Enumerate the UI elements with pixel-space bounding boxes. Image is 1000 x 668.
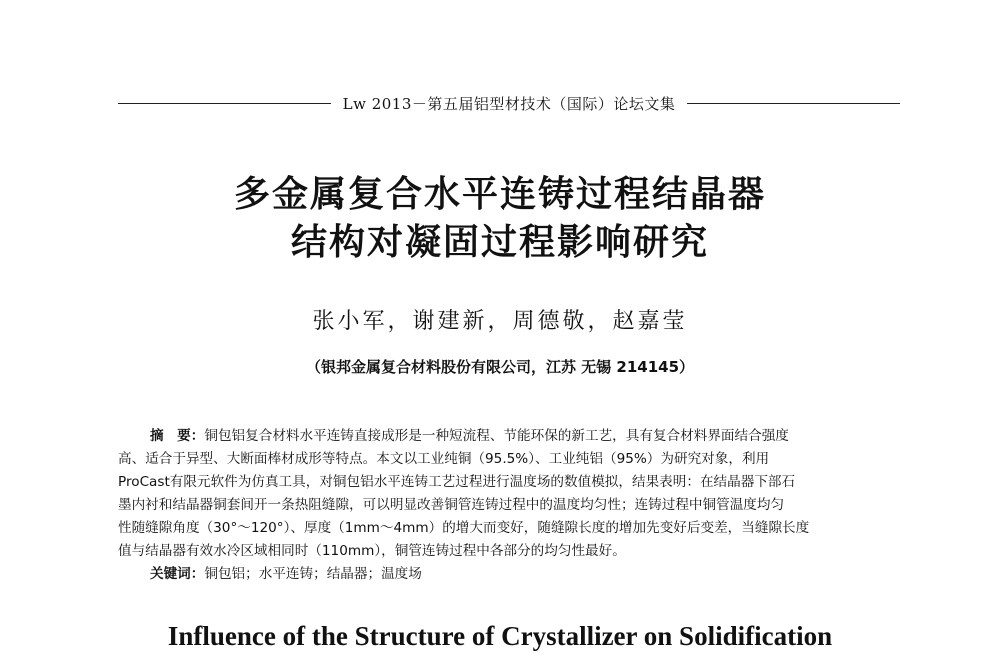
- abstract-line: 值与结晶器有效水冷区域相同时（110mm），铜管连铸过程中各部分的均匀性最好。: [118, 543, 626, 559]
- header-rule-right: [687, 103, 900, 104]
- keywords: [118, 563, 900, 586]
- title-line-1: 多金属复合水平连铸过程结晶器: [233, 173, 766, 215]
- keywords-label: 关键词：: [150, 566, 205, 582]
- abstract-line: 性随缝隙角度（30°～120°）、厚度（1mm～4mm）的增大而变好，随缝隙长度的增加先变好后变差，当缝隙长度: [118, 520, 810, 536]
- affiliation: （银邦金属复合材料股份有限公司，江苏 无锡 214145）: [305, 358, 695, 376]
- title-line-2: 结构对凝固过程影响研究: [290, 221, 709, 263]
- header-rule-left: [118, 103, 331, 104]
- authors: 张小军，谢建新，周德敬，赵嘉莹: [312, 309, 688, 334]
- abstract-line: 墨内衬和结晶器铜套间开一条热阻缝隙，可以明显改善铜管连铸过程中的温度均匀性；连铸过程中铜管温度均匀: [118, 497, 785, 513]
- abstract-line: 高、适合于异型、大断面棒材成形等特点。本文以工业纯铜（95.5%）、工业纯铝（95%）为研究对象，利用: [118, 451, 770, 467]
- abstract: [118, 425, 900, 586]
- abstract-line: ProCast有限元软件为仿真工具，对铜包铝水平连铸工艺过程进行温度场的数值模拟，结果表明：在结晶器下部石: [118, 474, 796, 490]
- english-title: Influence of the Structure of Crystallizer on Solidification: [167, 621, 833, 651]
- running-header: [118, 91, 900, 115]
- header-text: Lw 2013－第五届铝型材技术（国际）论坛文集: [342, 94, 676, 113]
- keywords-text: 铜包铝；水平连铸；结晶器；温度场: [204, 566, 422, 582]
- abstract-label: 摘 要：: [150, 428, 205, 444]
- abstract-line: 摘 要：铜包铝复合材料水平连铸直接成形是一种短流程、节能环保的新工艺，具有复合材料界面结合强度: [150, 428, 789, 444]
